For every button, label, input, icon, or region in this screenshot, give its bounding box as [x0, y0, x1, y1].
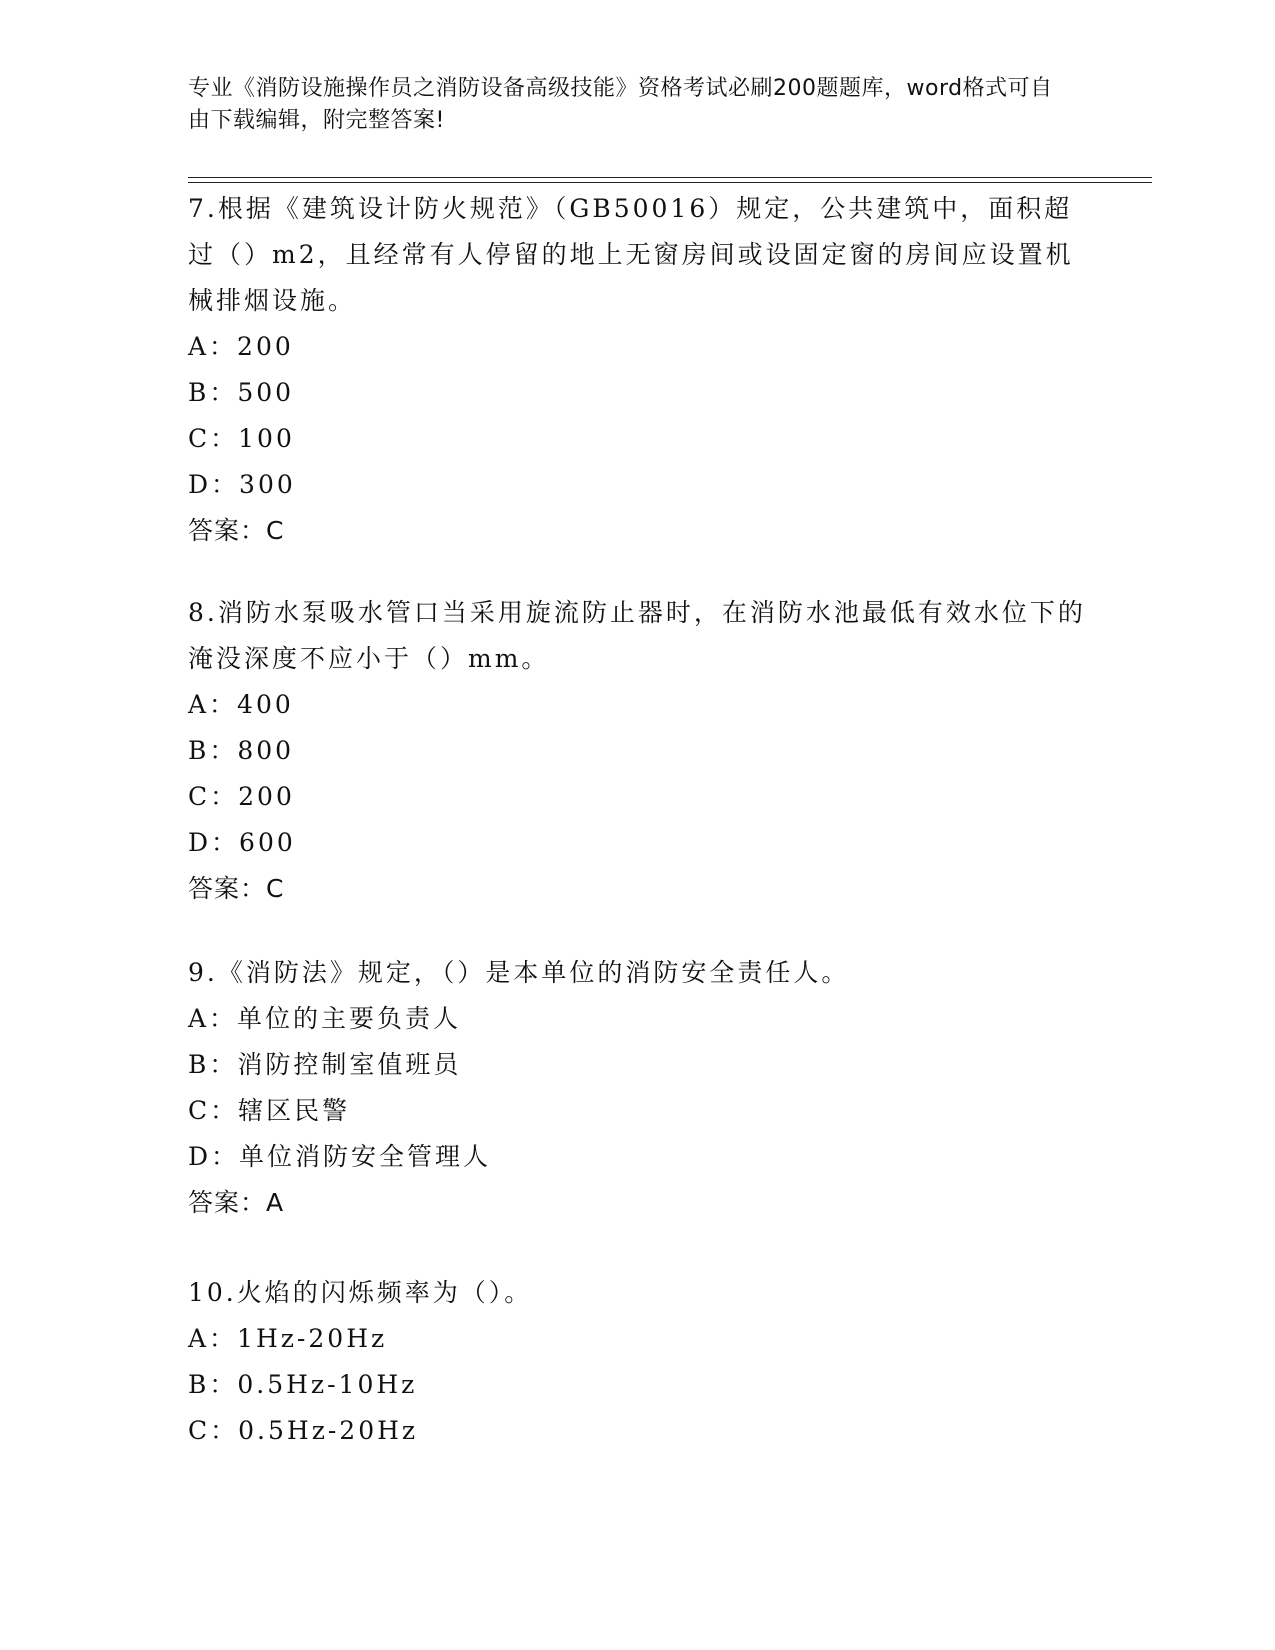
- option-b: B：500: [188, 378, 295, 407]
- header-divider-bottom: [188, 182, 1152, 183]
- option-a: A：400: [188, 690, 294, 719]
- option-c: C：100: [188, 424, 295, 453]
- option-d: D：单位消防安全管理人: [188, 1142, 492, 1171]
- option-a: A：单位的主要负责人: [188, 1004, 462, 1033]
- question-stem: 7.根据《建筑设计防火规范》（GB50016）规定，公共建筑中，面积超过（）m2，且经常有人停留的地上无窗房间或设固定窗的房间应设置机械排烟设施。: [188, 194, 1074, 315]
- answer-line: 答案：C: [188, 874, 285, 903]
- question-stem: 10.火焰的闪烁频率为（）。: [188, 1278, 533, 1307]
- answer-line: 答案：A: [188, 1188, 285, 1217]
- option-d: D：600: [188, 828, 296, 857]
- option-c: C：辖区民警: [188, 1096, 351, 1125]
- question-10: [188, 1270, 1088, 1454]
- question-8: [188, 590, 1088, 912]
- question-stem: 8.消防水泵吸水管口当采用旋流防止器时，在消防水池最低有效水位下的淹没深度不应小于（）mm。: [188, 598, 1086, 673]
- option-b: B：0.5Hz-10Hz: [188, 1370, 418, 1399]
- header-divider-top: [188, 177, 1152, 178]
- question-9: [188, 950, 1088, 1226]
- option-c: C：0.5Hz-20Hz: [188, 1416, 419, 1445]
- option-a: A：1Hz-20Hz: [188, 1324, 388, 1353]
- question-stem: 9.《消防法》规定，（）是本单位的消防安全责任人。: [188, 958, 850, 987]
- option-b: B：消防控制室值班员: [188, 1050, 462, 1079]
- document-header: [188, 73, 1068, 137]
- header-intro-text: 专业《消防设施操作员之消防设备高级技能》资格考试必刷200题题库，word格式可自由下载编辑，附完整答案!: [188, 76, 1053, 133]
- option-a: A：200: [188, 332, 294, 361]
- option-c: C：200: [188, 782, 295, 811]
- question-7: [188, 186, 1088, 554]
- option-b: B：800: [188, 736, 295, 765]
- option-d: D：300: [188, 470, 296, 499]
- answer-line: 答案：C: [188, 516, 285, 545]
